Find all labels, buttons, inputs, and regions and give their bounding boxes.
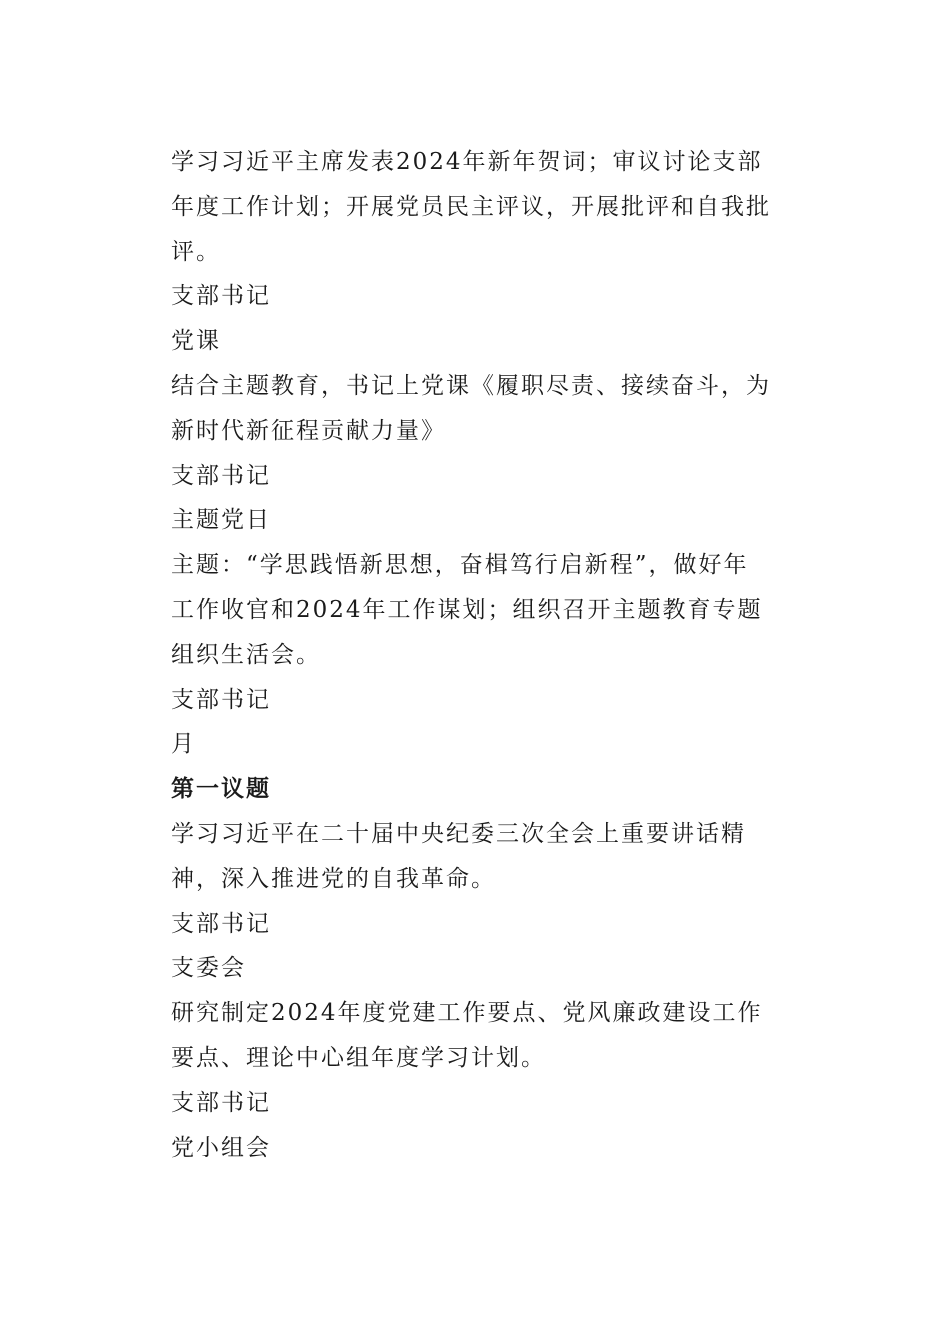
paragraph-party-lesson: 党课 bbox=[171, 328, 221, 355]
paragraph-month: 月 bbox=[171, 731, 196, 758]
paragraph-first-topic: 第一议题 bbox=[171, 775, 271, 803]
paragraph-theme-content: 主题：“学思践悟新思想，奋楫笃行启新程”，做好年工作收官和2024年工作谋划；组织召开主题教育专题组织生活会。 bbox=[171, 552, 763, 668]
document-body bbox=[171, 140, 771, 1170]
paragraph-committee-content: 研究制定2024年度党建工作要点、党风廉政建设工作要点、理论中心组年度学习计划。 bbox=[171, 1000, 763, 1071]
paragraph-lesson-content: 结合主题教育，书记上党课《履职尽责、接续奋斗，为新时代新征程贡献力量》 bbox=[171, 372, 771, 444]
paragraph-first-topic-content: 学习习近平在二十届中央纪委三次全会上重要讲话精神，深入推进党的自我革命。 bbox=[171, 820, 746, 892]
paragraph-responsible: 支部书记 bbox=[171, 462, 271, 489]
paragraph-branch-committee: 支委会 bbox=[171, 955, 246, 982]
paragraph-theme-day: 主题党日 bbox=[171, 507, 271, 534]
paragraph-responsible: 支部书记 bbox=[171, 283, 271, 310]
paragraph-responsible: 支部书记 bbox=[171, 1089, 271, 1116]
paragraph-agenda-new-year: 学习习近平主席发表2024年新年贺词；审议讨论支部年度工作计划；开展党员民主评议，开展批评和自我批评。 bbox=[171, 149, 771, 265]
paragraph-responsible: 支部书记 bbox=[171, 686, 271, 713]
paragraph-responsible: 支部书记 bbox=[171, 910, 271, 937]
paragraph-group-meeting: 党小组会 bbox=[171, 1134, 271, 1161]
